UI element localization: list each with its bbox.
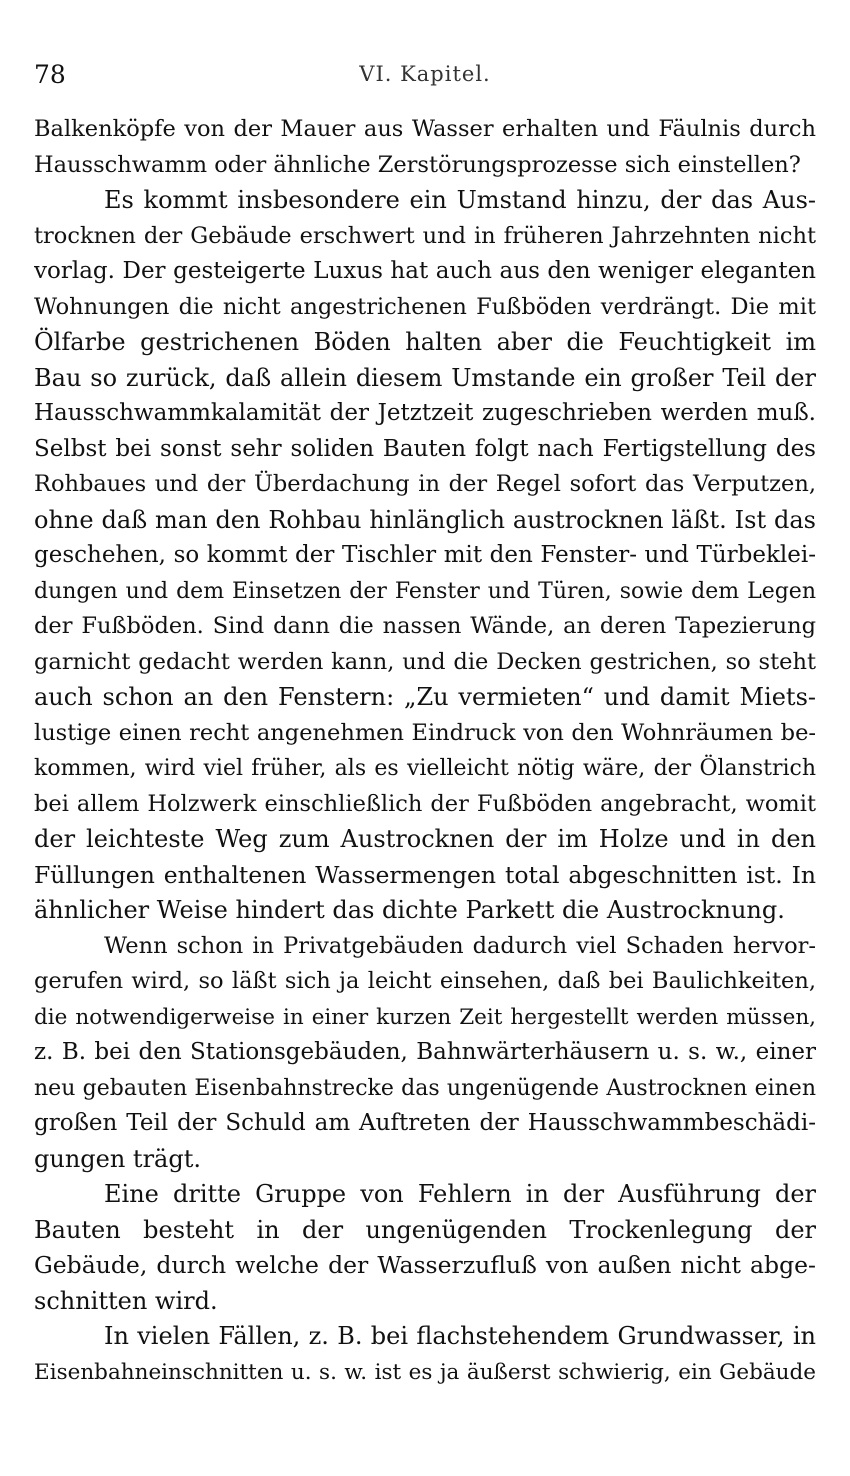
text-line: die notwendigerweise in einer kurzen Zeit hergestellt werden müssen, [34, 1004, 816, 1030]
text-line: garnicht gedacht werden kann, und die Decken gestrichen, so steht [34, 648, 816, 675]
text-line: bei allem Holzwerk einschließlich der Fußböden angebracht, womit [34, 790, 816, 817]
text-line: Hausschwamm oder ähnliche Zerstörungsprozesse sich einstellen? [34, 151, 801, 178]
text-line: Bau so zurück, daß allein diesem Umstande ein großer Teil der [34, 363, 816, 392]
text-line: Es kommt insbesondere ein Umstand hinzu, der das Aus- [104, 186, 816, 214]
text-line: lustige einen recht angenehmen Eindruck von den Wohnräumen be- [34, 719, 816, 746]
text-line: Eine dritte Gruppe von Fehlern in der Ausführung der [104, 1180, 816, 1208]
text-line: Balkenköpfe von der Mauer aus Wasser erhalten und Fäulnis durch [34, 116, 816, 142]
text-line: Füllungen enthaltenen Wassermengen total abgeschnitten ist. In [34, 860, 816, 889]
text-line: schnitten wird. [34, 1286, 218, 1315]
text-line: Ölfarbe gestrichenen Böden halten aber die Feuchtigkeit im [34, 328, 816, 356]
body-text [34, 112, 816, 1390]
text-line: Wenn schon in Privatgebäuden dadurch viel Schaden hervor- [104, 932, 816, 959]
text-line: gungen trägt. [34, 1144, 201, 1173]
text-line: neu gebauten Eisenbahnstrecke das ungenügende Austrocknen einen [34, 1075, 816, 1101]
text-line: Bauten besteht in der ungenügenden Trockenlegung der [34, 1215, 816, 1244]
text-line: dungen und dem Einsetzen der Fenster und Türen, sowie dem Legen [34, 578, 816, 604]
text-line: kommen, wird viel früher, als es vielleicht nötig wäre, der Ölanstrich [34, 756, 816, 781]
text-line: großen Teil der Schuld am Auftreten der Hausschwammbeschädi- [34, 1110, 816, 1136]
text-line: Eisenbahneinschnitten u. s. w. ist es ja äußerst schwierig, ein Gebäude [34, 1359, 816, 1385]
text-line: Selbst bei sonst sehr soliden Bauten folgt nach Fertigstellung des [34, 435, 816, 462]
text-line: ohne daß man den Rohbau hinlänglich austrocknen läßt. Ist das [34, 505, 816, 534]
text-line: Gebäude, durch welche der Wasserzufluß von außen nicht abge- [34, 1251, 816, 1279]
text-line: der leichteste Weg zum Austrocknen der im Holze und in den [34, 825, 816, 853]
page-number: 78 [34, 60, 66, 89]
text-line: geschehen, so kommt der Tischler mit den Fenster- und Türbeklei- [34, 542, 816, 568]
text-line: gerufen wird, so läßt sich ja leicht einsehen, daß bei Baulichkeiten, [34, 968, 816, 994]
text-line: auch schon an den Fenstern: „Zu vermieten“ und damit Miets- [34, 683, 816, 711]
text-line: der Fußböden. Sind dann die nassen Wände, an deren Tapezierung [34, 613, 816, 639]
text-line: Rohbaues und der Überdachung in der Regel sofort das Verputzen, [34, 471, 816, 497]
text-line: ähnlicher Weise hindert das dichte Parkett die Austrocknung. [34, 896, 785, 924]
text-line: vorlag. Der gesteigerte Luxus hat auch aus den weniger eleganten [34, 258, 816, 284]
text-line: Hausschwammkalamität der Jetztzeit zugeschrieben werden muß. [34, 400, 816, 426]
text-line: z. B. bei den Stationsgebäuden, Bahnwärterhäusern u. s. w., einer [34, 1039, 816, 1065]
text-line: Wohnungen die nicht angestrichenen Fußböden verdrängt. Die mit [34, 293, 816, 320]
text-line: trocknen der Gebäude erschwert und in früheren Jahrzehnten nicht [34, 222, 816, 249]
running-head: VI. Kapitel. [359, 62, 491, 86]
page-header [34, 60, 816, 100]
text-line: In vielen Fällen, z. B. bei flachstehendem Grundwasser, in [104, 1322, 816, 1350]
